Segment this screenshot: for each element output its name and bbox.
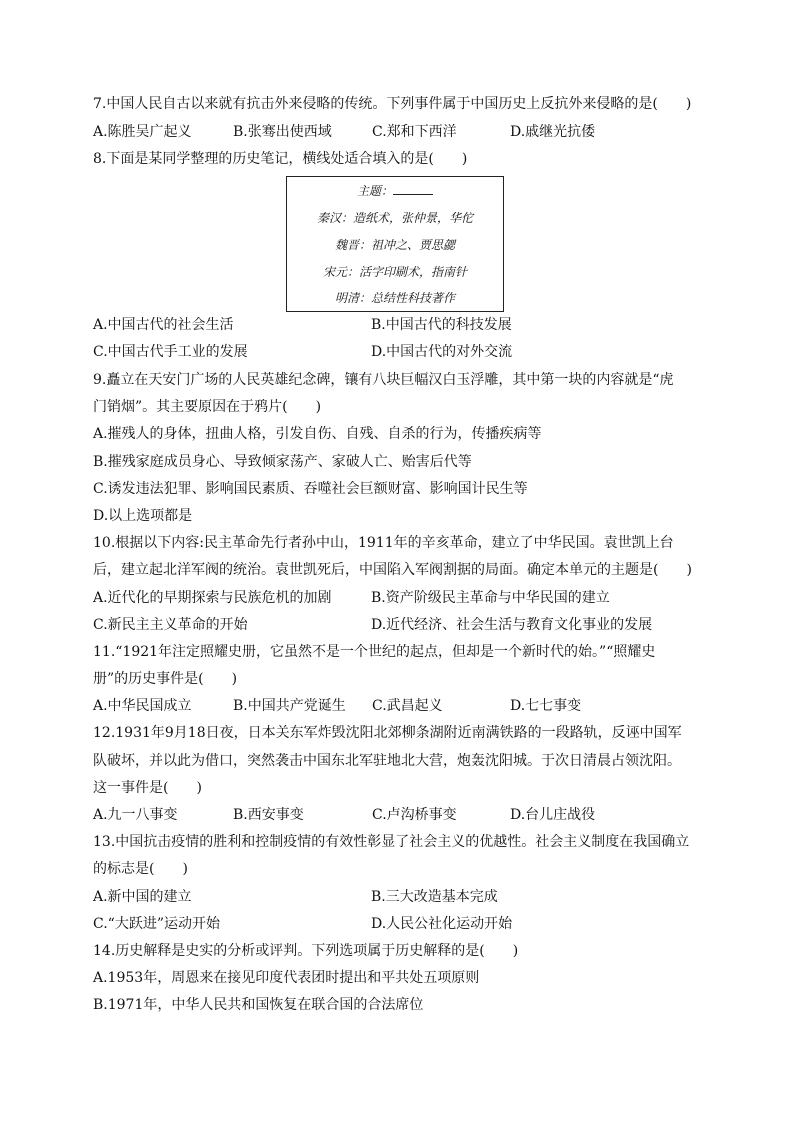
question-13-option-a: A.新中国的建立 bbox=[93, 889, 192, 905]
question-11-option-b: B.中国共产党诞生 bbox=[233, 698, 346, 714]
question-10-option-d: D.近代经济、社会生活与教育文化事业的发展 bbox=[371, 617, 653, 633]
question-7-option-d: D.戚继光抗倭 bbox=[510, 124, 596, 140]
question-14-option-b: B.1971年，中华人民共和国恢复在联合国的合法席位 bbox=[93, 997, 424, 1013]
note-line-qinhan: 秦汉：造纸术，张仲景，华佗 bbox=[316, 211, 473, 225]
history-note-box bbox=[286, 176, 504, 312]
question-8-stem: 8.下面是某同学整理的历史笔记，横线处适合填入的是( ) bbox=[93, 151, 468, 167]
question-9-option-c: C.诱发违法犯罪、影响国民素质、吞噬社会巨额财富、影响国计民生等 bbox=[93, 481, 528, 497]
question-12-option-d: D.台儿庄战役 bbox=[510, 807, 596, 823]
question-10-option-a: A.近代化的早期探索与民族危机的加剧 bbox=[93, 590, 332, 606]
question-13-stem-line-1: 13.中国抗击疫情的胜利和控制疫情的有效性彰显了社会主义的优越性。社会主义制度在我国确立 bbox=[93, 834, 690, 850]
question-11-option-c: C.武昌起义 bbox=[372, 698, 443, 714]
question-10-option-b: B.资产阶级民主革命与中华民国的建立 bbox=[371, 590, 610, 606]
question-7-option-a: A.陈胜吴广起义 bbox=[93, 124, 192, 140]
question-13-option-b: B.三大改造基本完成 bbox=[371, 889, 498, 905]
note-line-mingqing: 明清：总结性科技著作 bbox=[334, 291, 455, 305]
question-12-stem-line-1: 12.1931年9月18日夜，日本关东军炸毁沈阳北郊柳条湖附近南满铁路的一段路轨，反诬中国军 bbox=[93, 725, 682, 741]
question-9-option-d: D.以上选项都是 bbox=[93, 508, 193, 524]
question-9-stem-line-1: 9.矗立在天安门广场的人民英雄纪念碑，镶有八块巨幅汉白玉浮雕，其中第一块的内容就是“虎 bbox=[93, 372, 674, 388]
question-8-option-b: B.中国古代的科技发展 bbox=[371, 317, 512, 333]
question-13-option-c: C.“大跃进”运动开始 bbox=[93, 916, 220, 932]
question-11-stem-line-1: 11.“1921年注定照耀史册，它虽然不是一个世纪的起点，但却是一个新时代的始。”“照耀史 bbox=[93, 644, 656, 660]
question-7-option-b: B.张骞出使西域 bbox=[233, 124, 332, 140]
question-12-option-b: B.西安事变 bbox=[233, 807, 304, 823]
question-10-stem-line-1: 10.根据以下内容:民主革命先行者孙中山，1911年的辛亥革命，建立了中华民国。袁世凯上台 bbox=[93, 535, 674, 551]
note-line-weijin: 魏晋：祖冲之、贾思勰 bbox=[334, 238, 455, 252]
question-7-option-c: C.郑和下西洋 bbox=[372, 124, 457, 140]
question-14-option-a: A.1953年，周恩来在接见印度代表团时提出和平共处五项原则 bbox=[93, 970, 480, 986]
question-11-option-a: A.中华民国成立 bbox=[93, 698, 192, 714]
note-theme-label: 主题： bbox=[356, 184, 393, 198]
question-12-stem-line-2: 队破坏，并以此为借口，突然袭击中国东北军驻地北大营，炮轰沈阳城。于次日清晨占领沈阳。 bbox=[93, 753, 681, 769]
question-12-stem-line-3: 这一事件是( ) bbox=[93, 780, 202, 796]
question-8-option-d: D.中国古代的对外交流 bbox=[371, 344, 513, 360]
note-theme-blank bbox=[393, 184, 433, 195]
question-7-stem: 7.中国人民自古以来就有抗击外来侵略的传统。下列事件属于中国历史上反抗外来侵略的是( ) bbox=[93, 96, 692, 112]
question-11-option-d: D.七七事变 bbox=[510, 698, 582, 714]
question-9-stem-line-2: 门销烟”。其主要原因在于鸦片( ) bbox=[93, 399, 322, 415]
question-11-stem-line-2: 册”的历史事件是( ) bbox=[93, 671, 238, 687]
question-14-stem: 14.历史解释是史实的分析或评判。下列选项属于历史解释的是( ) bbox=[93, 943, 519, 959]
question-13-option-d: D.人民公社化运动开始 bbox=[371, 916, 513, 932]
question-9-option-a: A.摧残人的身体，扭曲人格，引发自伤、自残、自杀的行为，传播疾病等 bbox=[93, 426, 542, 442]
question-10-option-c: C.新民主主义革命的开始 bbox=[93, 617, 248, 633]
note-theme-line bbox=[287, 184, 503, 198]
question-13-stem-line-2: 的标志是( ) bbox=[93, 861, 188, 877]
question-10-stem-line-2: 后，建立起北洋军阀的统治。袁世凯死后，中国陷入军阀割据的局面。确定本单元的主题是( ) bbox=[93, 562, 692, 578]
question-8-option-a: A.中国古代的社会生活 bbox=[93, 317, 234, 333]
question-12-option-a: A.九一八事变 bbox=[93, 807, 178, 823]
note-line-songyuan: 宋元：活字印刷术，指南针 bbox=[322, 265, 467, 279]
question-8-option-c: C.中国古代手工业的发展 bbox=[93, 344, 248, 360]
question-9-option-b: B.摧残家庭成员身心、导致倾家荡产、家破人亡、贻害后代等 bbox=[93, 454, 472, 470]
question-12-option-c: C.卢沟桥事变 bbox=[372, 807, 457, 823]
